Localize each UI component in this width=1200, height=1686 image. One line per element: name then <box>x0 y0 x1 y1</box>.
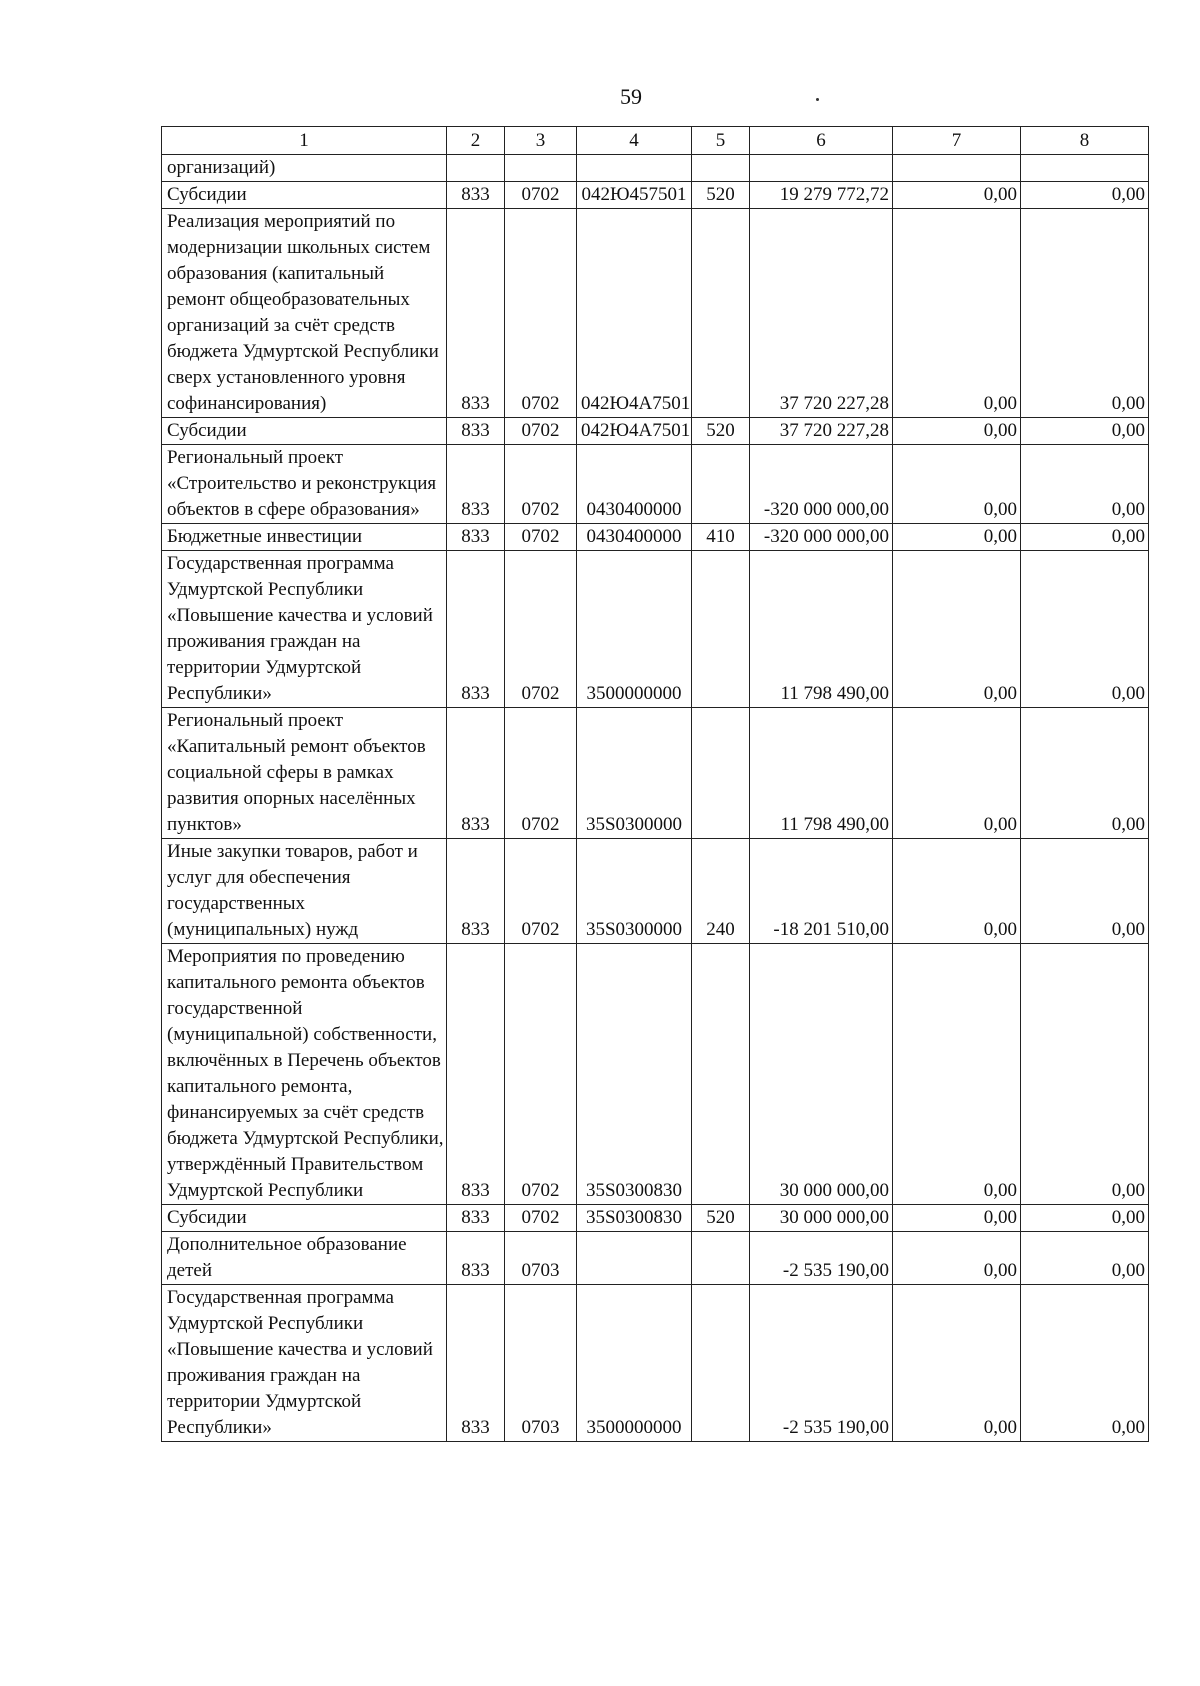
row-name: Субсидии <box>162 418 447 445</box>
row-target-code: 0430400000 <box>577 524 692 551</box>
row-amount-7: 0,00 <box>893 524 1021 551</box>
row-ministry: 833 <box>447 445 505 524</box>
row-amount-8: 0,00 <box>1021 1205 1149 1232</box>
row-amount-8: 0,00 <box>1021 524 1149 551</box>
row-amount-8: 0,00 <box>1021 445 1149 524</box>
row-target-code: 35S0300830 <box>577 1205 692 1232</box>
row-amount-8: 0,00 <box>1021 551 1149 708</box>
row-amount-7: 0,00 <box>893 1232 1021 1285</box>
table-row <box>162 1232 1149 1285</box>
row-amount-7: 0,00 <box>893 418 1021 445</box>
row-expense-type <box>692 944 750 1205</box>
row-expense-type <box>692 445 750 524</box>
row-section <box>505 155 577 182</box>
row-target-code: 35S0300000 <box>577 708 692 839</box>
table-row <box>162 1285 1149 1442</box>
row-target-code: 042Ю457501 <box>577 182 692 209</box>
table-row <box>162 1205 1149 1232</box>
table-row <box>162 155 1149 182</box>
row-name: Региональный проект «Капитальный ремонт объектов социальной сферы в рамках развития опорных населённых пунктов» <box>162 708 447 839</box>
row-name: Бюджетные инвестиции <box>162 524 447 551</box>
row-amount-8 <box>1021 155 1149 182</box>
row-expense-type <box>692 551 750 708</box>
row-amount-8: 0,00 <box>1021 209 1149 418</box>
row-section: 0702 <box>505 551 577 708</box>
row-target-code: 0430400000 <box>577 445 692 524</box>
row-amount-7: 0,00 <box>893 445 1021 524</box>
scan-speck <box>816 98 819 101</box>
row-ministry: 833 <box>447 839 505 944</box>
row-name: Дополнительное образование детей <box>162 1232 447 1285</box>
row-amount-7: 0,00 <box>893 182 1021 209</box>
row-target-code: 3500000000 <box>577 551 692 708</box>
row-amount-7: 0,00 <box>893 551 1021 708</box>
row-expense-type: 240 <box>692 839 750 944</box>
row-target-code: 042Ю4А7501 <box>577 209 692 418</box>
row-amount-8: 0,00 <box>1021 182 1149 209</box>
header-cell-1: 1 <box>162 127 447 155</box>
row-section: 0703 <box>505 1285 577 1442</box>
row-target-code <box>577 1232 692 1285</box>
row-amount-6: 19 279 772,72 <box>750 182 893 209</box>
row-amount-6: 30 000 000,00 <box>750 1205 893 1232</box>
row-ministry <box>447 155 505 182</box>
row-expense-type: 520 <box>692 418 750 445</box>
row-ministry: 833 <box>447 1232 505 1285</box>
row-amount-6: 11 798 490,00 <box>750 708 893 839</box>
row-name: Реализация мероприятий по модернизации школьных систем образования (капитальный ремонт общеобразовательных организаций за счёт средств бюджета Удмуртской Республики сверх установленного уровня софинансирования) <box>162 209 447 418</box>
row-expense-type <box>692 708 750 839</box>
row-ministry: 833 <box>447 209 505 418</box>
row-amount-7: 0,00 <box>893 1205 1021 1232</box>
row-section: 0702 <box>505 445 577 524</box>
row-amount-6: 11 798 490,00 <box>750 551 893 708</box>
row-section: 0702 <box>505 708 577 839</box>
row-section: 0702 <box>505 524 577 551</box>
row-amount-8: 0,00 <box>1021 1285 1149 1442</box>
row-amount-8: 0,00 <box>1021 944 1149 1205</box>
row-target-code: 35S0300000 <box>577 839 692 944</box>
table-row <box>162 839 1149 944</box>
row-expense-type: 410 <box>692 524 750 551</box>
table-row <box>162 551 1149 708</box>
header-cell-4: 4 <box>577 127 692 155</box>
table-row <box>162 182 1149 209</box>
row-name: Мероприятия по проведению капитального ремонта объектов государственной (муниципальной) собственности, включённых в Перечень объектов капитального ремонта, финансируемых за счёт средств бюджета Удмуртской Республики, утверждённый Правительством Удмуртской Республики <box>162 944 447 1205</box>
header-cell-3: 3 <box>505 127 577 155</box>
row-amount-6: 37 720 227,28 <box>750 209 893 418</box>
row-name: Субсидии <box>162 1205 447 1232</box>
row-amount-6: -18 201 510,00 <box>750 839 893 944</box>
table-row <box>162 944 1149 1205</box>
header-cell-7: 7 <box>893 127 1021 155</box>
row-amount-8: 0,00 <box>1021 839 1149 944</box>
row-amount-6: 30 000 000,00 <box>750 944 893 1205</box>
row-name: Государственная программа Удмуртской Республики «Повышение качества и условий проживания граждан на территории Удмуртской Республики» <box>162 1285 447 1442</box>
row-amount-8: 0,00 <box>1021 1232 1149 1285</box>
table-row <box>162 209 1149 418</box>
row-ministry: 833 <box>447 551 505 708</box>
row-ministry: 833 <box>447 182 505 209</box>
row-amount-7: 0,00 <box>893 708 1021 839</box>
header-cell-8: 8 <box>1021 127 1149 155</box>
row-amount-6: -2 535 190,00 <box>750 1232 893 1285</box>
table-row <box>162 524 1149 551</box>
row-name: организаций) <box>162 155 447 182</box>
row-amount-7: 0,00 <box>893 839 1021 944</box>
row-ministry: 833 <box>447 1285 505 1442</box>
row-name: Иные закупки товаров, работ и услуг для обеспечения государственных (муниципальных) нужд <box>162 839 447 944</box>
row-ministry: 833 <box>447 708 505 839</box>
row-expense-type: 520 <box>692 1205 750 1232</box>
row-section: 0703 <box>505 1232 577 1285</box>
row-section: 0702 <box>505 839 577 944</box>
table-row <box>162 418 1149 445</box>
row-ministry: 833 <box>447 1205 505 1232</box>
row-amount-6: -320 000 000,00 <box>750 524 893 551</box>
row-name: Региональный проект «Строительство и реконструкция объектов в сфере образования» <box>162 445 447 524</box>
row-amount-6 <box>750 155 893 182</box>
page-number: 59 <box>620 84 642 109</box>
table-header-row <box>162 127 1149 155</box>
row-section: 0702 <box>505 418 577 445</box>
row-target-code: 042Ю4А7501 <box>577 418 692 445</box>
row-amount-6: -320 000 000,00 <box>750 445 893 524</box>
row-amount-6: 37 720 227,28 <box>750 418 893 445</box>
row-ministry: 833 <box>447 524 505 551</box>
row-amount-8: 0,00 <box>1021 708 1149 839</box>
row-ministry: 833 <box>447 944 505 1205</box>
row-target-code: 3500000000 <box>577 1285 692 1442</box>
row-target-code: 35S0300830 <box>577 944 692 1205</box>
row-expense-type <box>692 1285 750 1442</box>
row-expense-type <box>692 1232 750 1285</box>
row-expense-type <box>692 155 750 182</box>
row-section: 0702 <box>505 1205 577 1232</box>
row-amount-7: 0,00 <box>893 1285 1021 1442</box>
row-expense-type: 520 <box>692 182 750 209</box>
row-target-code <box>577 155 692 182</box>
row-amount-8: 0,00 <box>1021 418 1149 445</box>
table-row <box>162 445 1149 524</box>
row-amount-7: 0,00 <box>893 944 1021 1205</box>
row-amount-7: 0,00 <box>893 209 1021 418</box>
budget-table <box>161 126 1149 1442</box>
row-expense-type <box>692 209 750 418</box>
row-ministry: 833 <box>447 418 505 445</box>
row-name: Государственная программа Удмуртской Республики «Повышение качества и условий проживания граждан на территории Удмуртской Республики» <box>162 551 447 708</box>
header-cell-2: 2 <box>447 127 505 155</box>
row-section: 0702 <box>505 182 577 209</box>
row-section: 0702 <box>505 944 577 1205</box>
header-cell-5: 5 <box>692 127 750 155</box>
header-cell-6: 6 <box>750 127 893 155</box>
row-section: 0702 <box>505 209 577 418</box>
row-amount-7 <box>893 155 1021 182</box>
table-row <box>162 708 1149 839</box>
row-name: Субсидии <box>162 182 447 209</box>
row-amount-6: -2 535 190,00 <box>750 1285 893 1442</box>
